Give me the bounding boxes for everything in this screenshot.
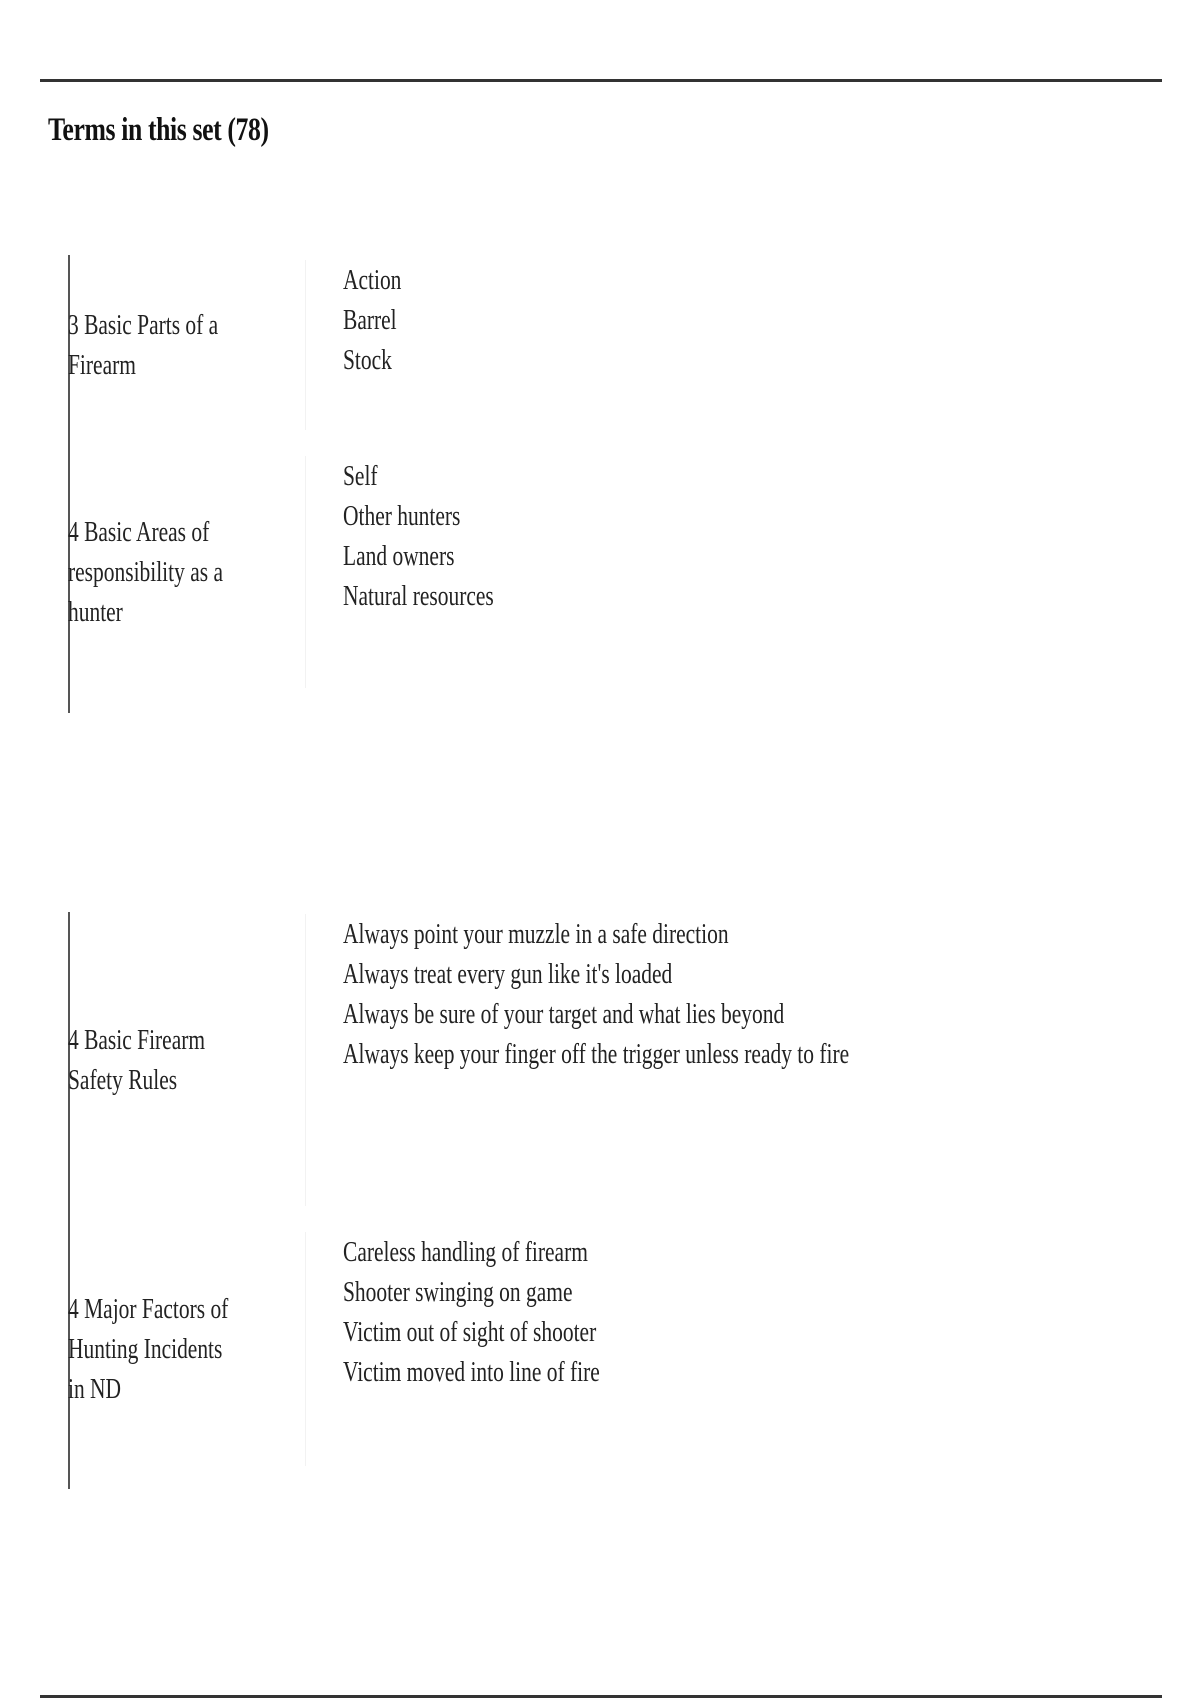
- definition: [306, 456, 547, 688]
- term-text: 4 Major Factors of Hunting Incidents in ND: [68, 1232, 306, 1466]
- definition-line: Action: [343, 264, 402, 296]
- definition-line: Natural resources: [343, 580, 494, 612]
- definition-line: Self: [343, 460, 378, 492]
- definition: [306, 1232, 690, 1466]
- definition-line: Always be sure of your target and what lies beyond: [343, 998, 785, 1030]
- set-title: Terms in this set (78): [48, 112, 269, 148]
- definition-line: Land owners: [343, 540, 455, 572]
- top-divider: [40, 79, 1162, 82]
- definition-line: Victim out of sight of shooter: [343, 1316, 597, 1348]
- definition-line: Victim moved into line of fire: [343, 1356, 600, 1388]
- term-text: 4 Basic Areas of responsibility as a hunter: [68, 456, 306, 688]
- bottom-divider: [40, 1695, 1162, 1698]
- definition-line: Other hunters: [343, 500, 461, 532]
- term-card[interactable]: [68, 260, 1068, 430]
- term-card[interactable]: [68, 456, 1068, 688]
- definition-line: Barrel: [343, 304, 397, 336]
- term-card[interactable]: [68, 1232, 1068, 1466]
- definition: [306, 914, 1027, 1206]
- definition-line: Careless handling of firearm: [343, 1236, 588, 1268]
- definition-line: Shooter swinging on game: [343, 1276, 573, 1308]
- definition-line: Always treat every gun like it's loaded: [343, 958, 673, 990]
- definition: [306, 260, 422, 430]
- term-text: 4 Basic Firearm Safety Rules: [68, 914, 306, 1206]
- definition-line: Stock: [343, 344, 392, 376]
- term-card[interactable]: [68, 914, 1068, 1206]
- definition-line: Always point your muzzle in a safe direction: [343, 918, 729, 950]
- definition-line: Always keep your finger off the trigger unless ready to fire: [343, 1038, 850, 1070]
- term-text: 3 Basic Parts of a Firearm: [68, 260, 306, 430]
